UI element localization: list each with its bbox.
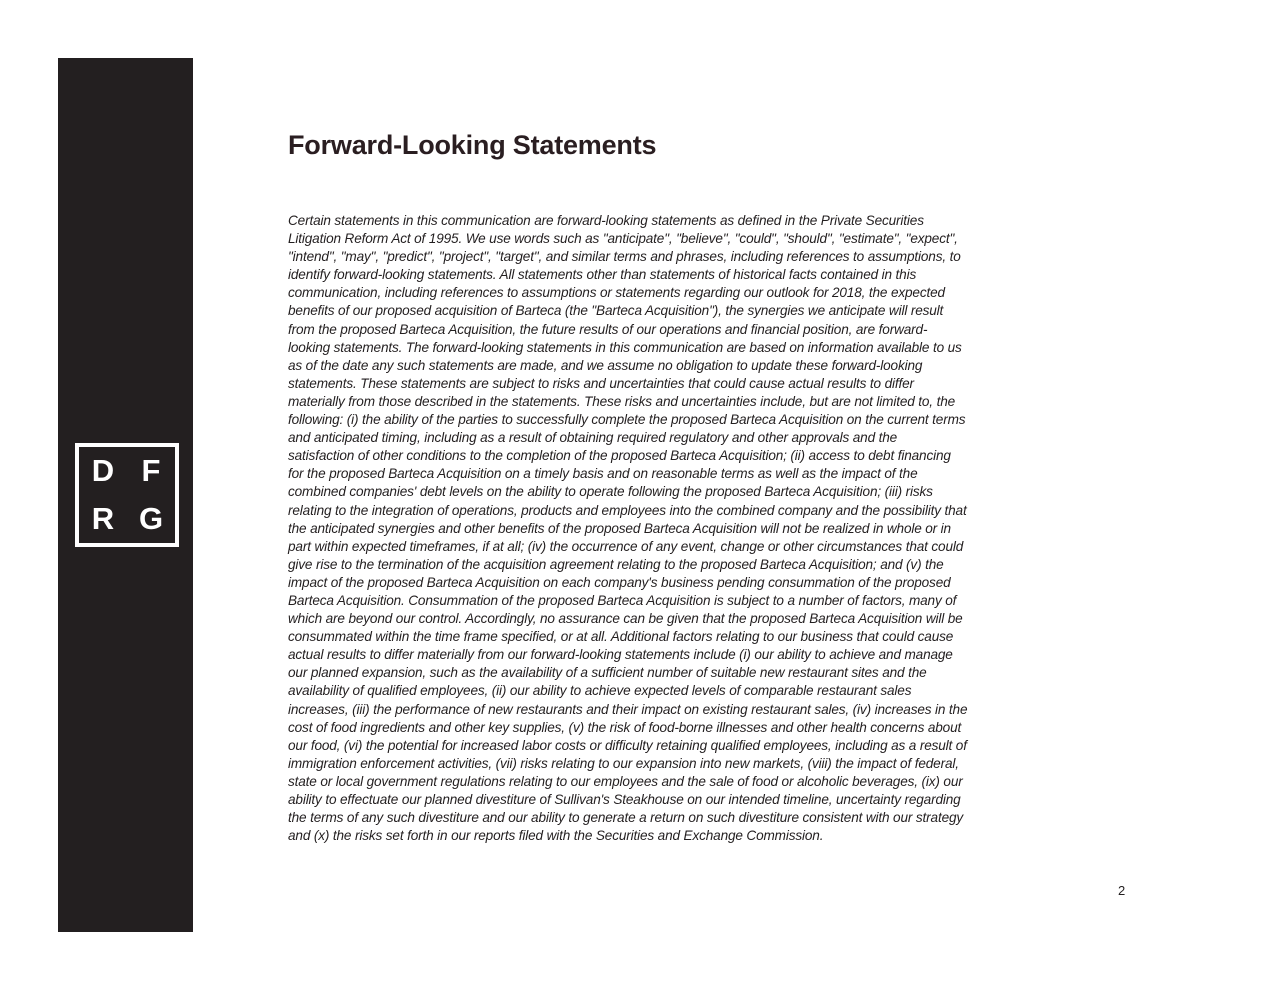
paragraph-line: and (x) the risks set forth in our reports filed with the Securities and Exchange Commission.: [288, 828, 824, 844]
paragraph-line: satisfaction of other conditions to the completion of the proposed Barteca Acquisition; (ii) access to debt financing: [288, 448, 951, 464]
paragraph-line: statements. These statements are subject to risks and uncertainties that could cause actual results to differ: [288, 375, 914, 391]
paragraph-line: increases, (iii) the performance of new restaurants and their impact on existing restaurant sales, (iv) increases in the: [288, 701, 968, 717]
sidebar-band: [58, 58, 193, 932]
paragraph-line: Certain statements in this communication are forward-looking statements as defined in the Private Securities: [288, 213, 924, 228]
logo-letter-f: F: [141, 453, 161, 488]
paragraph-line: the anticipated synergies and other benefits of the proposed Barteca Acquisition will not be realized in whole or in: [288, 520, 951, 536]
paragraph-line: our food, (vi) the potential for increased labor costs or difficulty retaining qualified employees, including as a result of: [288, 737, 967, 753]
page-number: 2: [1118, 883, 1126, 898]
paragraph-line: for the proposed Barteca Acquisition on a timely basis and on reasonable terms as well as the impact of the: [288, 466, 918, 482]
disclaimer-paragraph: [288, 212, 1148, 845]
paragraph-line: immigration enforcement activities, (vii) risks relating to our expansion into new markets, (viii) the impact of federal,: [288, 755, 959, 771]
paragraph-line: identify forward-looking statements. All statements other than statements of historical facts contained in this: [288, 267, 917, 283]
paragraph-line: "intend", "may", "predict", "project", "target", and similar terms and phrases, including references to assumptions, to: [288, 249, 961, 265]
paragraph-line: the terms of any such divestiture and our ability to generate a return on such divestiture consistent with our strategy: [288, 810, 964, 826]
paragraph-line: materially from those described in the statements. These risks and uncertainties include, but are not limited to, the: [288, 393, 956, 409]
paragraph-line: part within expected timeframes, if at all; (iv) the occurrence of any event, change or other circumstances that could: [288, 538, 964, 554]
logo-letter-d: D: [91, 453, 115, 488]
paragraph-line: combined companies' debt levels on the ability to operate following the proposed Barteca Acquisition; (iii) risks: [288, 484, 933, 500]
paragraph-line: from the proposed Barteca Acquisition, the future results of our operations and financial position, are forward-: [288, 321, 928, 337]
paragraph-line: ability to effectuate our planned divestiture of Sullivan's Steakhouse on our intended timeline, uncertainty regarding: [288, 792, 961, 807]
paragraph-line: which are beyond our control. Accordingly, no assurance can be given that the proposed Barteca Acquisition will be: [288, 611, 963, 627]
paragraph-line: impact of the proposed Barteca Acquisition on each company's business pending consummation of the proposed: [288, 574, 951, 590]
paragraph-line: relating to the integration of operations, products and employees into the combined company and the possibility that: [288, 502, 967, 518]
logo-letter-g: G: [138, 501, 164, 536]
paragraph-line: availability of qualified employees, (ii) our ability to achieve expected levels of comparable restaurant sales: [288, 683, 912, 699]
paragraph-line: our planned expansion, such as the availability of a sufficient number of suitable new restaurant sites and the: [288, 665, 927, 681]
paragraph-line: looking statements. The forward-looking statements in this communication are based on information available to us: [288, 339, 962, 355]
paragraph-line: Barteca Acquisition. Consummation of the proposed Barteca Acquisition is subject to a number of factors, many of: [288, 592, 957, 608]
paragraph-line: Litigation Reform Act of 1995. We use words such as "anticipate", "believe", "could", "should", "estimate", "expect",: [288, 231, 958, 247]
paragraph-line: as of the date any such statements are made, and we assume no obligation to update these forward-looking: [288, 357, 923, 373]
paragraph-line: following: (i) the ability of the parties to successfully complete the proposed Barteca Acquisition on the current terms: [288, 412, 966, 428]
paragraph-line: give rise to the termination of the acquisition agreement relating to the proposed Barteca Acquisition; and (v) the: [288, 556, 944, 572]
paragraph-line: cost of food ingredients and other key supplies, (v) the risk of food-borne illnesses and other health concerns about: [288, 719, 962, 735]
dfrg-logo: [75, 443, 179, 547]
page-title: Forward-Looking Statements: [288, 130, 657, 160]
paragraph-line: and anticipated timing, including as a result of obtaining required regulatory and other approvals and the: [288, 430, 898, 446]
paragraph-line: consummated within the time frame specified, or at all. Additional factors relating to our business that could cause: [288, 629, 954, 645]
paragraph-line: benefits of our proposed acquisition of Barteca (the "Barteca Acquisition"), the synergies we anticipate will result: [288, 303, 944, 319]
paragraph-line: state or local government regulations relating to our employees and the sale of food or alcoholic beverages, (ix) our: [288, 773, 963, 789]
paragraph-line: actual results to differ materially from our forward-looking statements include (i) our ability to achieve and manage: [288, 647, 953, 663]
paragraph-line: communication, including references to assumptions or statements regarding our outlook for 2018, the expected: [288, 285, 945, 301]
logo-letter-r: R: [91, 501, 115, 536]
